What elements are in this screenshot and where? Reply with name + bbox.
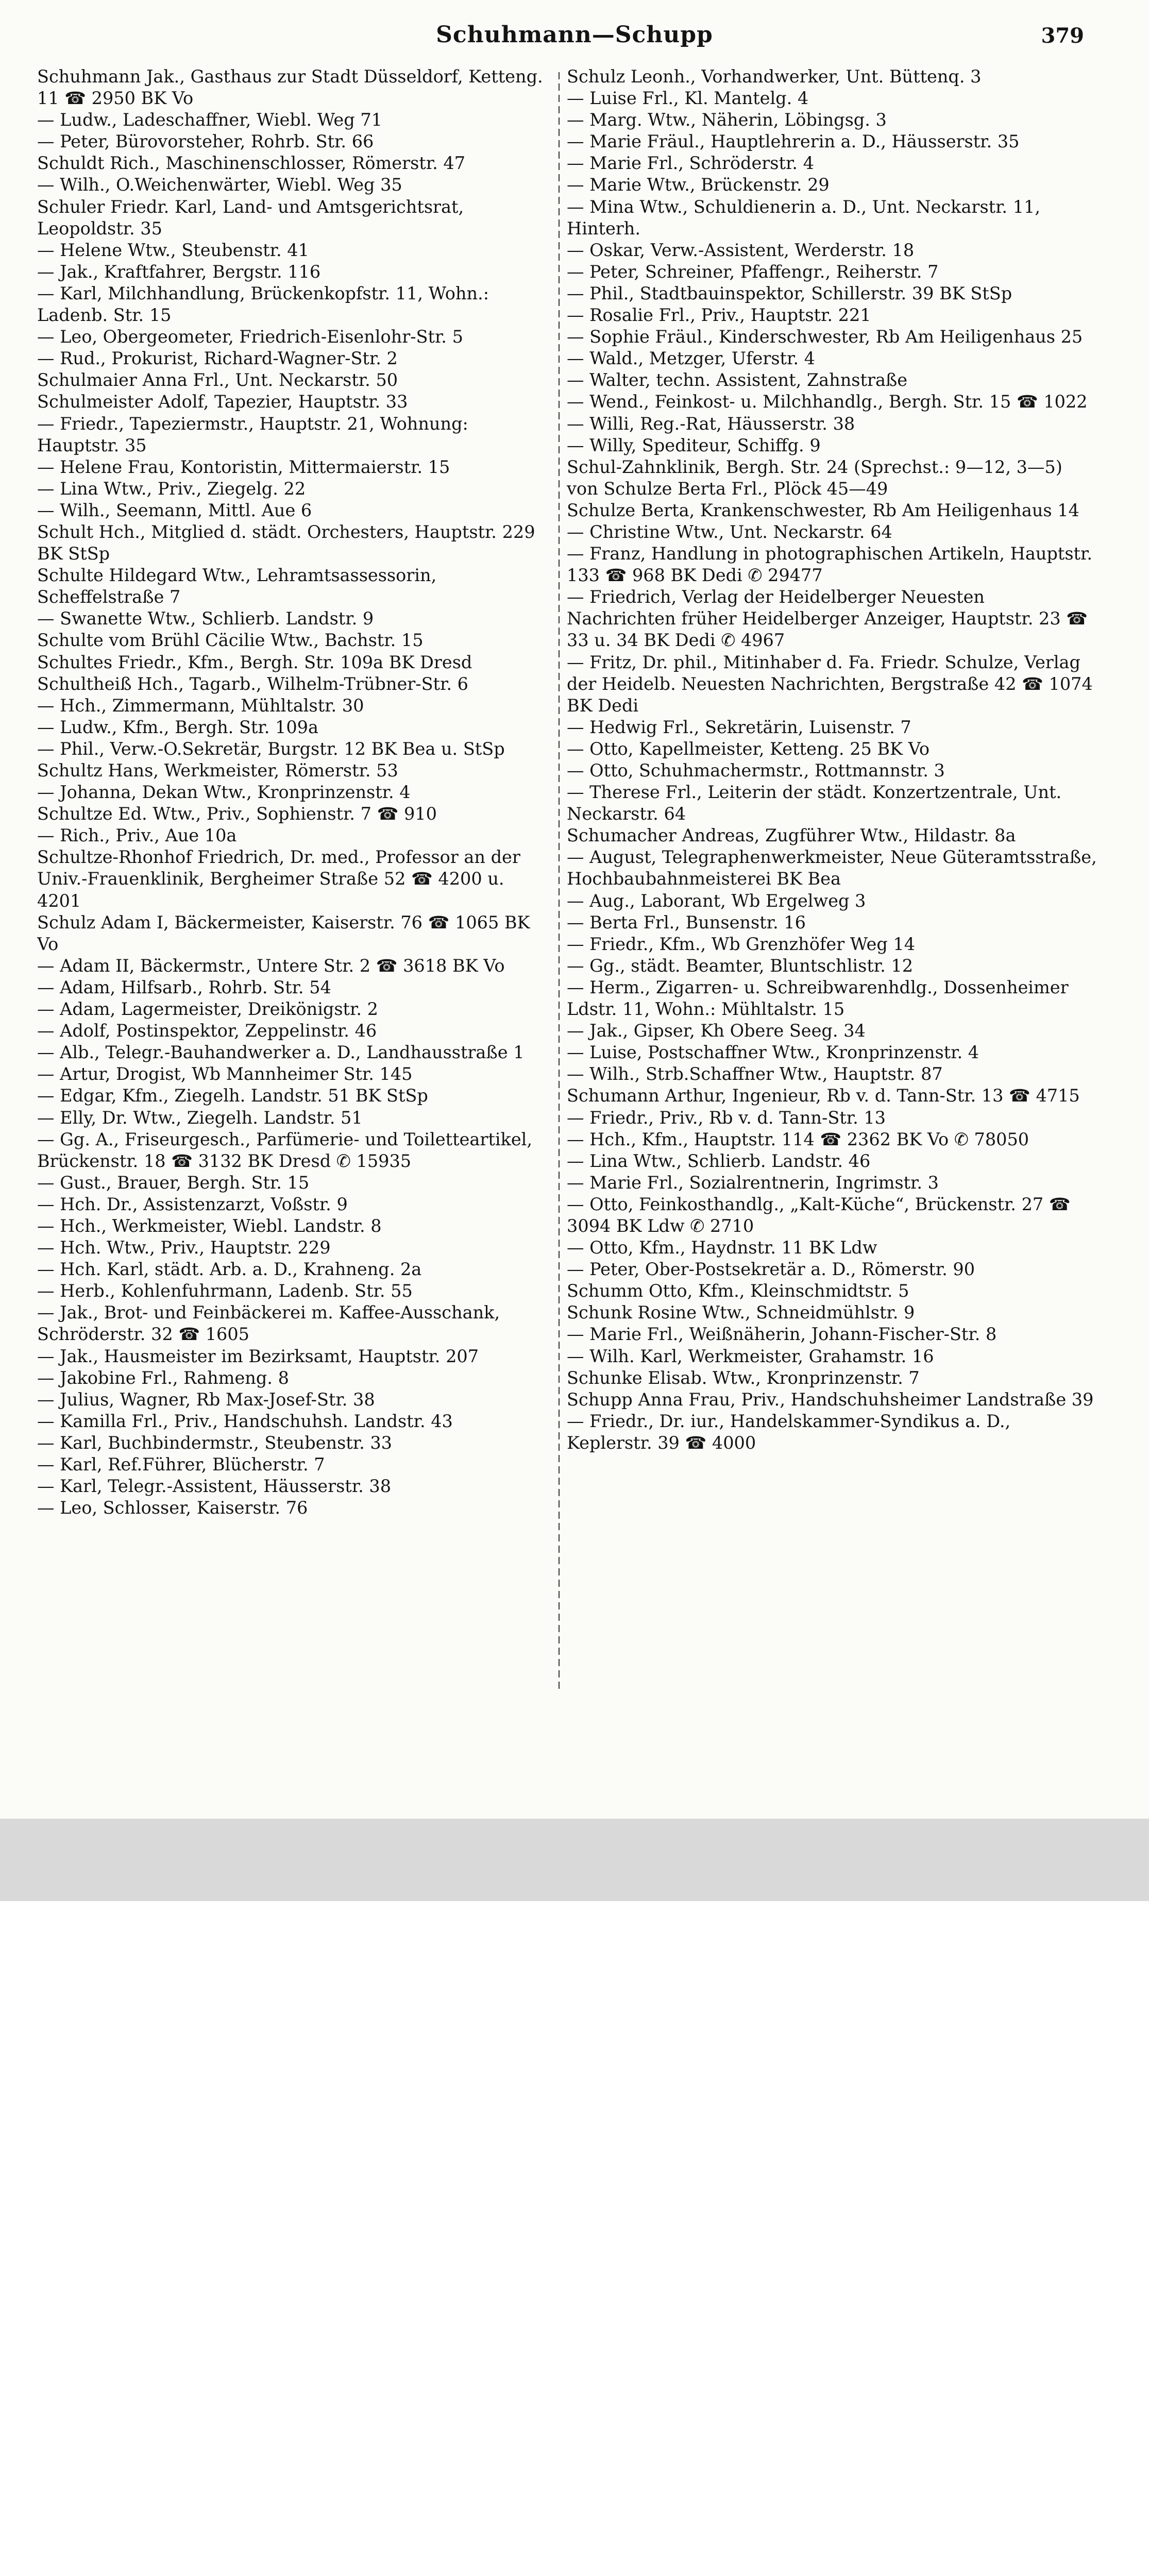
directory-entry: — Johanna, Dekan Wtw., Kronprinzenstr. 4 [37, 782, 411, 803]
directory-entry: — Luise, Postschaffner Wtw., Kronprinzenstr. 4 [567, 1042, 979, 1063]
directory-entry: Schulz Adam I, Bäckermeister, Kaiserstr. 76 ☎ 1065 BK Vo [37, 912, 530, 954]
directory-entry: — Herb., Kohlenfuhrmann, Ladenb. Str. 55 [37, 1281, 413, 1301]
directory-entry: — Hch., Werkmeister, Wiebl. Landstr. 8 [37, 1215, 382, 1236]
directory-entry: — Mina Wtw., Schuldienerin a. D., Unt. Neckarstr. 11, Hinterh. [567, 196, 1041, 239]
directory-entry: — Jak., Kraftfahrer, Bergstr. 116 [37, 261, 321, 282]
directory-entry: — Peter, Schreiner, Pfaffengr., Reiherstr. 7 [567, 261, 939, 282]
directory-entry: — Willy, Spediteur, Schiffg. 9 [567, 435, 821, 455]
directory-entry: — Wilh., Strb.Schaffner Wtw., Hauptstr. 87 [567, 1064, 943, 1084]
directory-entry: — Sophie Fräul., Kinderschwester, Rb Am Heiligenhaus 25 [567, 327, 1083, 347]
directory-entry: — Berta Frl., Bunsenstr. 16 [567, 912, 806, 933]
directory-entry: — Gg., städt. Beamter, Bluntschlistr. 12 [567, 955, 914, 976]
directory-entry: — Wend., Feinkost- u. Milchhandlg., Bergh. Str. 15 ☎ 1022 [567, 392, 1088, 412]
directory-entry: — Aug., Laborant, Wb Ergelweg 3 [567, 890, 866, 911]
directory-entry: — Friedrich, Verlag der Heidelberger Neuesten Nachrichten früher Heidelberger Anzeiger, Hauptstr. 23 ☎ 33 u. 34 BK Dedi ✆ 4967 [567, 587, 1088, 651]
directory-entry: — Ludw., Ladeschaffner, Wiebl. Weg 71 [37, 110, 382, 130]
directory-entry: — Elly, Dr. Wtw., Ziegelh. Landstr. 51 [37, 1107, 363, 1128]
directory-entry: — Hedwig Frl., Sekretärin, Luisenstr. 7 [567, 717, 911, 737]
directory-entry: — Rich., Priv., Aue 10a [37, 825, 237, 846]
directory-entry: — Edgar, Kfm., Ziegelh. Landstr. 51 BK StSp [37, 1086, 428, 1106]
directory-entry: — Marie Fräul., Hauptlehrerin a. D., Häusserstr. 35 [567, 131, 1020, 152]
directory-entry: — Christine Wtw., Unt. Neckarstr. 64 [567, 521, 892, 542]
directory-entry: Schumm Otto, Kfm., Kleinschmidtstr. 5 [567, 1281, 909, 1301]
directory-entry: — Jakobine Frl., Rahmeng. 8 [37, 1367, 289, 1388]
directory-entry: — Hch., Kfm., Hauptstr. 114 ☎ 2362 BK Vo ✆ 78050 [567, 1129, 1029, 1149]
directory-entry: Schuhmann Jak., Gasthaus zur Stadt Düsseldorf, Ketteng. 11 ☎ 2950 BK Vo [37, 66, 543, 109]
directory-entry: — Friedr., Tapeziermstr., Hauptstr. 21, Wohnung: Hauptstr. 35 [37, 413, 468, 455]
directory-entry: — Fritz, Dr. phil., Mitinhaber d. Fa. Friedr. Schulze, Verlag der Heidelb. Neuesten Nachrichten, Bergstraße 42 ☎ 1074 BK Dedi [567, 652, 1093, 716]
directory-entry: — Kamilla Frl., Priv., Handschuhsh. Landstr. 43 [37, 1411, 453, 1431]
directory-entry: — Otto, Kfm., Haydnstr. 11 BK Ldw [567, 1238, 877, 1258]
directory-entry: — Artur, Drogist, Wb Mannheimer Str. 145 [37, 1064, 413, 1084]
directory-entry: — Hch., Zimmermann, Mühltalstr. 30 [37, 695, 364, 716]
directory-entry: Schulmaier Anna Frl., Unt. Neckarstr. 50 [37, 370, 398, 391]
directory-entry: Schultes Friedr., Kfm., Bergh. Str. 109a BK Dresd [37, 652, 472, 672]
directory-entry: Schulte Hildegard Wtw., Lehramtsassessorin, Scheffelstraße 7 [37, 565, 437, 607]
directory-entry: — Oskar, Verw.-Assistent, Werderstr. 18 [567, 240, 915, 260]
directory-entry: — Jak., Brot- und Feinbäckerei m. Kaffee-Ausschank, Schröderstr. 32 ☎ 1605 [37, 1302, 500, 1345]
directory-entry: — Wilh. Karl, Werkmeister, Grahamstr. 16 [567, 1346, 934, 1366]
directory-entry: — Marie Wtw., Brückenstr. 29 [567, 175, 830, 195]
directory-entry: — Luise Frl., Kl. Mantelg. 4 [567, 88, 809, 109]
directory-entry: — Adam, Hilfsarb., Rohrb. Str. 54 [37, 977, 331, 997]
directory-entry: — Therese Frl., Leiterin der städt. Konzertzentrale, Unt. Neckarstr. 64 [567, 782, 1062, 824]
directory-entry: — Marie Frl., Sozialrentnerin, Ingrimstr. 3 [567, 1172, 939, 1193]
directory-entry: — Marg. Wtw., Näherin, Löbingsg. 3 [567, 110, 887, 130]
directory-entry: — Wald., Metzger, Uferstr. 4 [567, 348, 815, 369]
directory-entry: — Otto, Feinkosthandlg., „Kalt-Küche“, Brückenstr. 27 ☎ 3094 BK Ldw ✆ 2710 [567, 1194, 1071, 1236]
directory-entry: — Phil., Stadtbauinspektor, Schillerstr. 39 BK StSp [567, 283, 1012, 303]
directory-entry: Schultheiß Hch., Tagarb., Wilhelm-Trübner-Str. 6 [37, 673, 468, 694]
directory-entry: — Phil., Verw.-O.Sekretär, Burgstr. 12 BK Bea u. StSp [37, 738, 505, 759]
directory-entry: — Alb., Telegr.-Bauhandwerker a. D., Landhausstraße 1 [37, 1042, 525, 1063]
directory-entry: — Adam, Lagermeister, Dreikönigstr. 2 [37, 999, 378, 1020]
directory-entry: — Ludw., Kfm., Bergh. Str. 109a [37, 717, 318, 737]
directory-entry: — Swanette Wtw., Schlierb. Landstr. 9 [37, 608, 374, 629]
directory-entry: — Gg. A., Friseurgesch., Parfümerie- und Toiletteartikel, Brückenstr. 18 ☎ 3132 BK Dresd ✆ 15935 [37, 1129, 533, 1171]
directory-entry: — Hch. Dr., Assistenzarzt, Voßstr. 9 [37, 1194, 348, 1214]
directory-entry: — Gust., Brauer, Bergh. Str. 15 [37, 1172, 310, 1193]
directory-entry: — Lina Wtw., Priv., Ziegelg. 22 [37, 478, 306, 499]
directory-entry: — Friedr., Priv., Rb v. d. Tann-Str. 13 [567, 1107, 886, 1128]
directory-entry: — Leo, Obergeometer, Friedrich-Eisenlohr-Str. 5 [37, 327, 463, 347]
right-column [567, 66, 1097, 1454]
directory-entry: — Karl, Milchhandlung, Brückenkopfstr. 11, Wohn.: Ladenb. Str. 15 [37, 283, 489, 326]
directory-entry: Schunke Elisab. Wtw., Kronprinzenstr. 7 [567, 1367, 920, 1388]
directory-entry: — Helene Frau, Kontoristin, Mittermaierstr. 15 [37, 456, 450, 477]
directory-entry: — Marie Frl., Weißnäherin, Johann-Fischer-Str. 8 [567, 1324, 997, 1345]
directory-entry: — Karl, Telegr.-Assistent, Häusserstr. 38 [37, 1476, 392, 1497]
directory-entry: — Hch. Karl, städt. Arb. a. D., Krahneng. 2a [37, 1259, 422, 1280]
directory-entry: — Leo, Schlosser, Kaiserstr. 76 [37, 1498, 308, 1518]
directory-entry: — Willi, Reg.-Rat, Häusserstr. 38 [567, 413, 855, 434]
directory-entry: Schultze Ed. Wtw., Priv., Sophienstr. 7 ☎ 910 [37, 804, 437, 824]
directory-entry: Schult Hch., Mitglied d. städt. Orchesters, Hauptstr. 229 BK StSp [37, 521, 535, 564]
directory-entry: — Karl, Ref.Führer, Blücherstr. 7 [37, 1454, 325, 1475]
directory-entry: — Adolf, Postinspektor, Zeppelinstr. 46 [37, 1021, 377, 1041]
directory-entry: — Marie Frl., Schröderstr. 4 [567, 153, 814, 174]
directory-entry: — August, Telegraphenwerkmeister, Neue Güteramtsstraße, Hochbaubahnmeisterei BK Bea [567, 847, 1097, 889]
directory-entry: — Julius, Wagner, Rb Max-Josef-Str. 38 [37, 1389, 375, 1410]
directory-entry: — Karl, Buchbindermstr., Steubenstr. 33 [37, 1432, 392, 1453]
column-divider [559, 72, 560, 1690]
directory-entry: — Wilh., O.Weichenwärter, Wiebl. Weg 35 [37, 175, 402, 195]
directory-entry: — Otto, Schuhmachermstr., Rottmannstr. 3 [567, 760, 945, 781]
directory-entry: — Wilh., Seemann, Mittl. Aue 6 [37, 500, 312, 520]
directory-entry: Schuldt Rich., Maschinenschlosser, Römerstr. 47 [37, 153, 466, 174]
directory-entry: Schulz Leonh., Vorhandwerker, Unt. Büttenq. 3 [567, 66, 982, 87]
directory-entry: — Friedr., Kfm., Wb Grenzhöfer Weg 14 [567, 934, 916, 954]
viewer-footer [0, 1819, 1149, 1901]
directory-entry: — Rosalie Frl., Priv., Hauptstr. 221 [567, 305, 871, 326]
directory-entry: — Herm., Zigarren- u. Schreibwarenhdlg., Dossenheimer Ldstr. 11, Wohn.: Mühltalstr. 15 [567, 977, 1069, 1020]
directory-entry: Schuler Friedr. Karl, Land- und Amtsgerichtsrat, Leopoldstr. 35 [37, 196, 464, 239]
running-head: Schuhmann—Schupp [436, 22, 713, 48]
directory-entry: von Schulze Berta Frl., Plöck 45—49 [567, 478, 888, 499]
page-number: 379 [1041, 24, 1084, 48]
directory-entry: — Lina Wtw., Schlierb. Landstr. 46 [567, 1150, 871, 1171]
directory-entry: Schultze-Rhonhof Friedrich, Dr. med., Professor an der Univ.-Frauenklinik, Bergheimer Straße 52 ☎ 4200 u. 4201 [37, 847, 520, 911]
left-column [37, 66, 552, 1519]
directory-entry: — Peter, Ober-Postsekretär a. D., Römerstr. 90 [567, 1259, 975, 1280]
directory-entry: Schulze Berta, Krankenschwester, Rb Am Heiligenhaus 14 [567, 500, 1079, 520]
directory-entry: — Otto, Kapellmeister, Ketteng. 25 BK Vo [567, 738, 930, 759]
directory-entry: — Helene Wtw., Steubenstr. 41 [37, 240, 309, 260]
directory-entry: Schultz Hans, Werkmeister, Römerstr. 53 [37, 760, 398, 781]
directory-entry: Schumann Arthur, Ingenieur, Rb v. d. Tann-Str. 13 ☎ 4715 [567, 1086, 1080, 1106]
directory-entry: — Franz, Handlung in photographischen Artikeln, Hauptstr. 133 ☎ 968 BK Dedi ✆ 29477 [567, 544, 1092, 586]
directory-entry: Schul-Zahnklinik, Bergh. Str. 24 (Sprechst.: 9—12, 3—5) [567, 456, 1062, 477]
directory-entry: — Peter, Bürovorsteher, Rohrb. Str. 66 [37, 131, 374, 152]
directory-entry: Schupp Anna Frau, Priv., Handschuhsheimer Landstraße 39 [567, 1389, 1094, 1410]
directory-entry: Schumacher Andreas, Zugführer Wtw., Hildastr. 8a [567, 825, 1016, 846]
directory-entry: — Adam II, Bäckermstr., Untere Str. 2 ☎ 3618 BK Vo [37, 955, 505, 976]
directory-entry: — Jak., Hausmeister im Bezirksamt, Hauptstr. 207 [37, 1346, 479, 1366]
directory-entry: — Hch. Wtw., Priv., Hauptstr. 229 [37, 1238, 331, 1258]
directory-entry: Schunk Rosine Wtw., Schneidmühlstr. 9 [567, 1302, 915, 1323]
directory-entry: — Jak., Gipser, Kh Obere Seeg. 34 [567, 1021, 866, 1041]
directory-entry: — Walter, techn. Assistent, Zahnstraße [567, 370, 908, 391]
directory-entry: — Friedr., Dr. iur., Handelskammer-Syndikus a. D., Keplerstr. 39 ☎ 4000 [567, 1411, 1011, 1453]
directory-entry: Schulte vom Brühl Cäcilie Wtw., Bachstr. 15 [37, 630, 424, 651]
directory-entry: — Rud., Prokurist, Richard-Wagner-Str. 2 [37, 348, 398, 369]
directory-entry: Schulmeister Adolf, Tapezier, Hauptstr. 33 [37, 392, 408, 412]
